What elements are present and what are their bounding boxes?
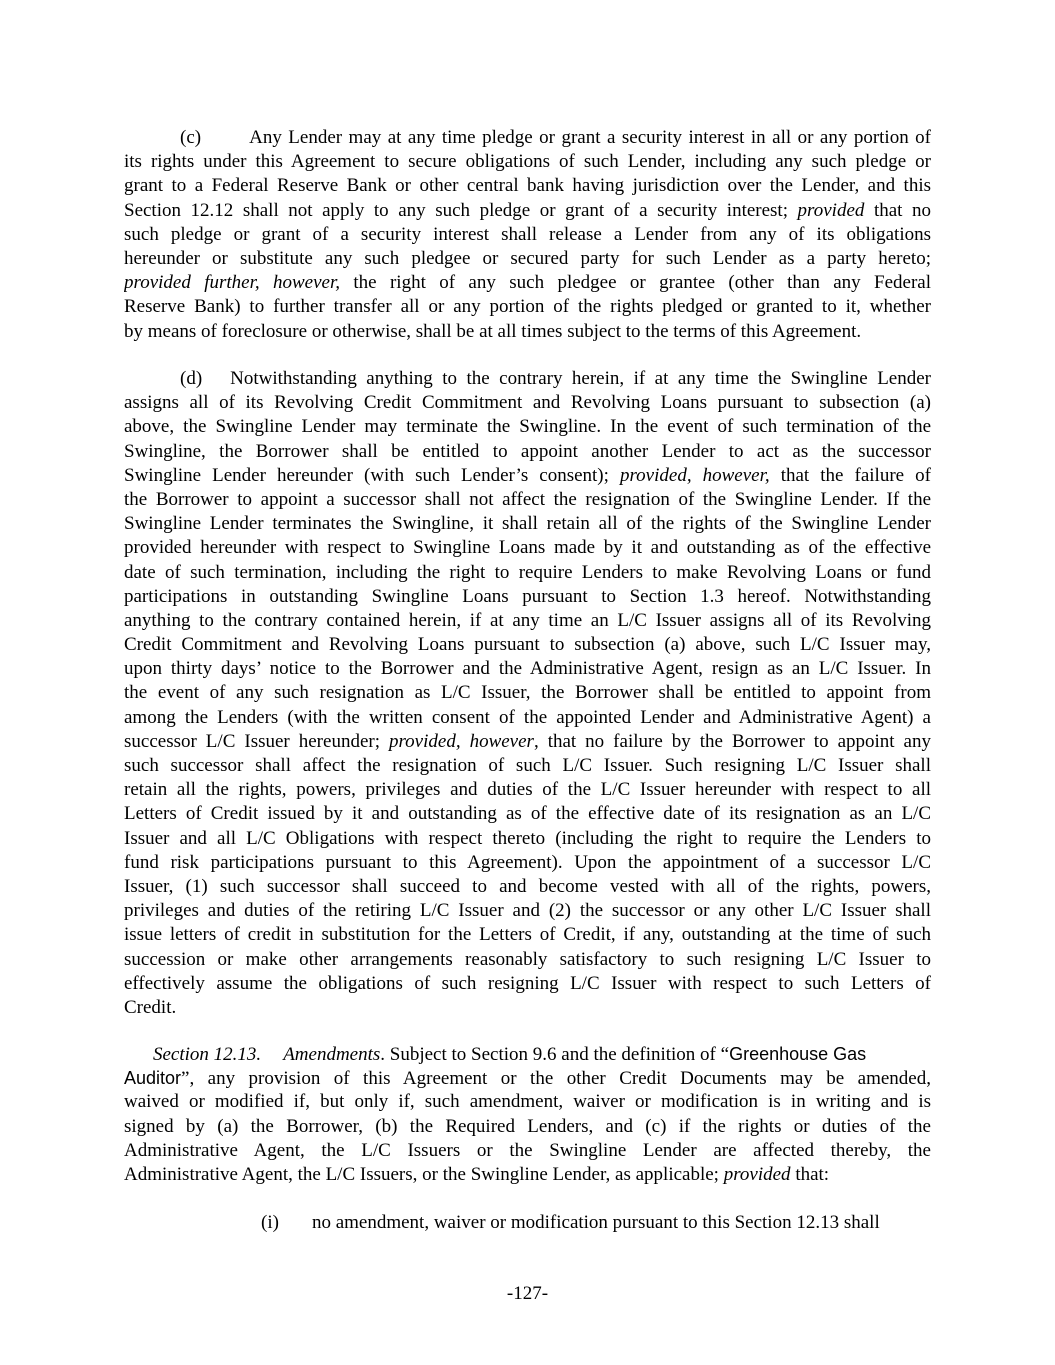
item-label: (i) — [261, 1212, 279, 1233]
para-c-line: by means of foreclosure or otherwise, shall be at all times subject to the terms of this Agreement. — [124, 320, 862, 342]
page-number: -127- — [506, 1283, 549, 1304]
para-c-line: Reserve Bank) to further transfer all or any portion of the rights pledged or granted to it, whether — [124, 296, 931, 318]
para-c-line: hereunder or substitute any such pledgee or secured party for such Lender as a party hereto; — [124, 247, 931, 269]
section-12-13: Section 12.13. Amendments. Subject to Section 9.6 and the definition of “Greenhouse Gas Auditor”, any provision of this Agreement or the other Credit Documents may be amended, waived or modified if, but only if, such amendment, waiver or modification is in writing and is signed by (a) the Borrower, (b) the Required Lenders, and (c) if the rights or duties of the Administrative Agent, the L/C Issuers or the Swingline Lender are affected thereby, the Administrative Agent, the L/C Issuers, or the Swingline Lender, as applicable; provided that: — [124, 1044, 931, 1185]
list-item-i: (i) no amendment, waiver or modification pursuant to this Section 12.13 shall — [261, 1212, 880, 1233]
section-title: Amendments — [283, 1044, 381, 1065]
para-c-line: provided further, however, the right of any such pledgee or grantee (other than any Federal — [124, 272, 931, 294]
para-c-line: Section 12.12 shall not apply to any such pledge or grant of a security interest; provided that no — [124, 199, 931, 221]
para-c-line: grant to a Federal Reserve Bank or other central bank having jurisdiction over the Lender, and this — [124, 175, 931, 197]
defined-term: Auditor — [124, 1068, 182, 1089]
para-c-line: such pledge or grant of a security interest shall release a Lender from any of its obligations — [124, 223, 931, 245]
paragraph-d: (d) Notwithstanding anything to the contrary herein, if at any time the Swingline Lender assigns all of its Revolving Credit Commitment and Revolving Loans pursuant to subsection (a) above, the Swingline Lender may terminate the Swingline. In the event of such termination of the Swingline, the Borrower shall be entitled to appoint another Lender to act as the successor Swingline Lender hereunder (with such Lender’s consent); provided, however, that the failure of the Borrower to appoint a successor shall not affect the resignation of the Swingline Lender. If the Swingline Lender terminates the Swingline, it shall retain all of the rights of the Swingline Lender provided hereunder with respect to Swingline Loans made by it and outstanding as of the effective date of such termination, including the right to require Lenders to make Revolving Loans or fund participations in outstanding Swingline Loans pursuant to Section 1.3 hereof. Notwithstanding anything to the contrary contained herein, if at any time an L/C Issuer assigns all of its Revolving Credit Commitment and Revolving Loans pursuant to subsection (a) above, such L/C Issuer may, upon thirty days’ notice to the Borrower and the Administrative Agent, resign as an L/C Issuer. In the event of any such resignation as L/C Issuer, the Borrower shall be entitled to appoint from among the Lenders (with the written consent of the appointed Lender and Administrative Agent) a successor L/C Issuer hereunder; provided, however, that no failure by the Borrower to appoint any such successor shall affect the resignation of such L/C Issuer. Such resigning L/C Issuer shall retain all the rights, powers, privileges and duties of the L/C Issuer hereunder with respect to all Letters of Credit issued by it and outstanding as of the effective date of its resignation as an L/C Issuer and all L/C Obligations with respect thereto (including the right to require the Lenders to fund risk participations pursuant to this Agreement). Upon the appointment of a successor L/C Issuer, (1) such successor shall succeed to and become vested with all of the rights, powers, privileges and duties of the retiring L/C Issuer and (2) the successor or any other L/C Issuer shall issue letters of credit in substitution for the Letters of Credit, if any, outstanding at the time of such succession or make other arrangements reasonably satisfactory to such resigning L/C Issuer to effectively assume the obligations of such resigning L/C Issuer with respect to such Letters of Credit. — [124, 368, 931, 1018]
para-c-line: (c) Any Lender may at any time pledge or grant a security interest in all or any portion of — [180, 127, 931, 148]
defined-term: Greenhouse Gas — [729, 1044, 867, 1064]
para-c-label: (c) — [180, 127, 202, 148]
para-d-label: (d) — [180, 368, 203, 389]
para-c-line: its rights under this Agreement to secure obligations of such Lender, including any such pledge or — [124, 151, 931, 173]
section-number: Section 12.13. — [153, 1044, 262, 1065]
paragraph-c — [124, 126, 931, 344]
